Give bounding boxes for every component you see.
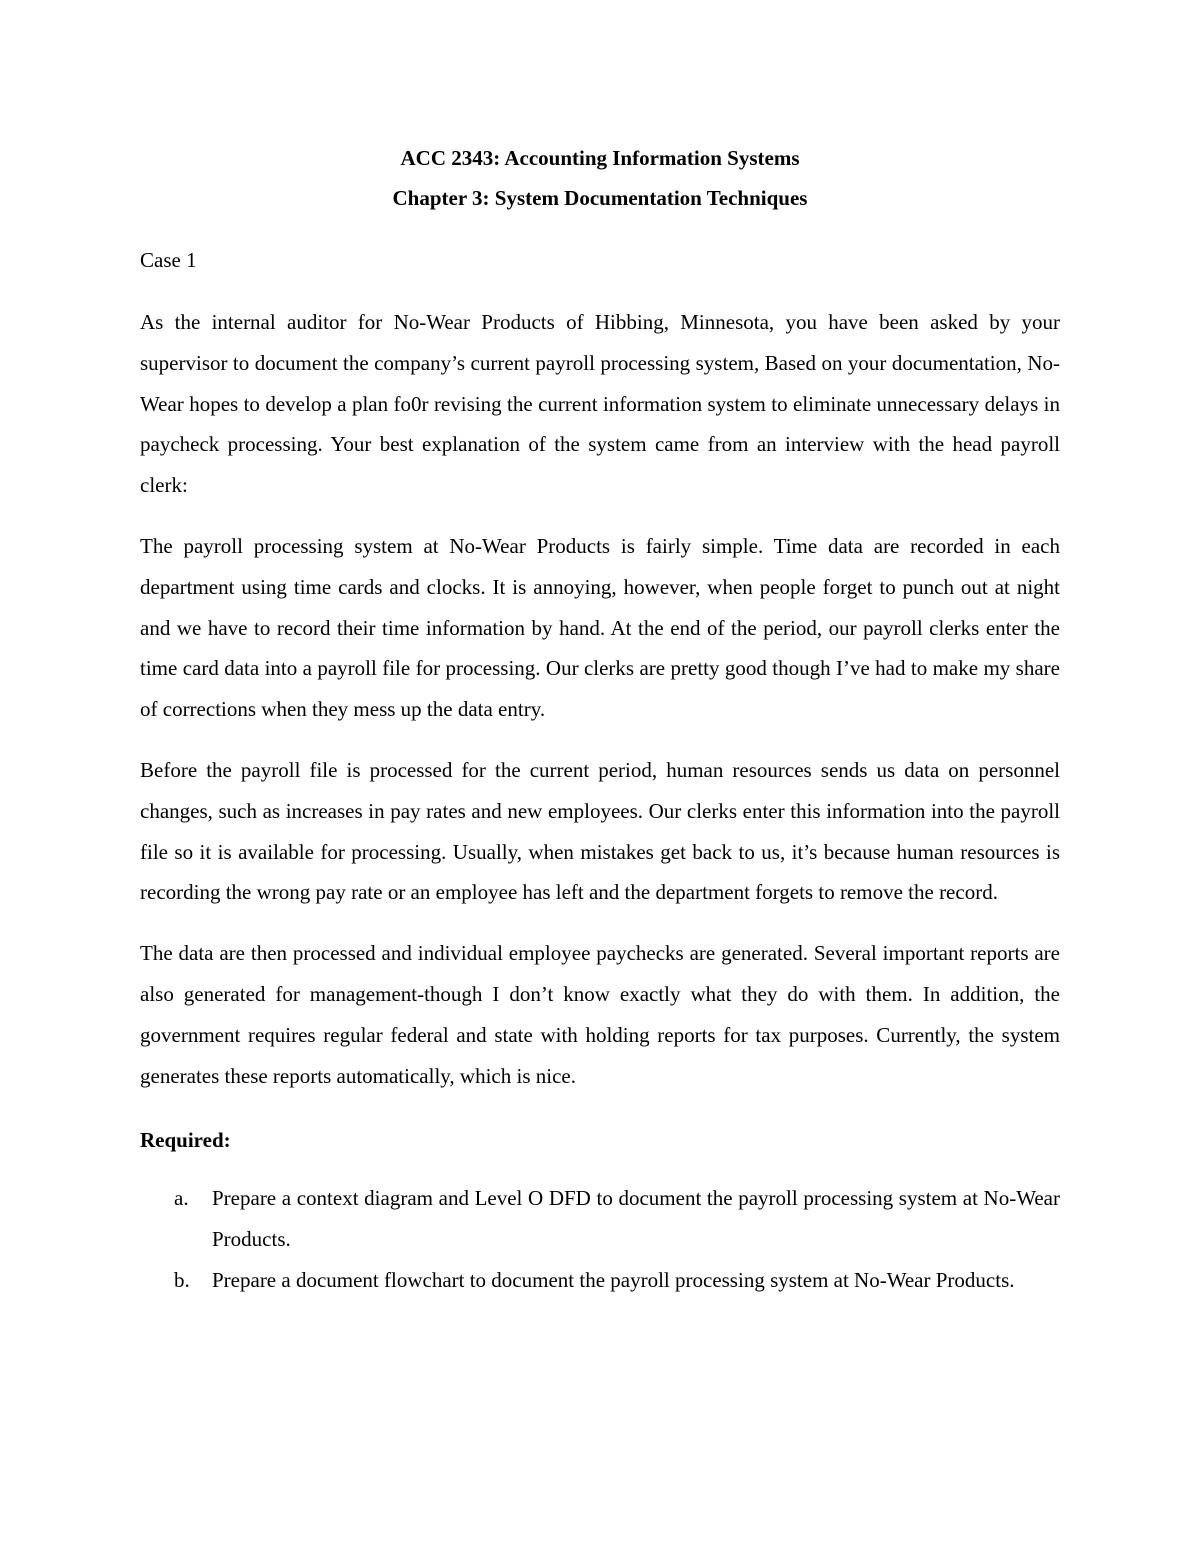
chapter-title: Chapter 3: System Documentation Techniques — [392, 186, 808, 210]
case-intro-paragraph: As the internal auditor for No-Wear Products of Hibbing, Minnesota, you have been asked by your supervisor to document the company’s current payroll processing system, Based on your documentation, No-Wear hopes to develop a plan fo0r revising the current information system to eliminate unnecessary delays in paycheck processing. Your best explanation of the system came from an interview with the head payroll clerk: — [140, 310, 1060, 498]
required-task-list — [140, 1178, 1060, 1300]
clerk-statement-paragraph-3: The data are then processed and individual employee paychecks are generated. Several important reports are also generated for management-though I don’t know exactly what they do with them. In addition, the government requires regular federal and state with holding reports for tax purposes. Currently, the system generates these reports automatically, which is nice. — [140, 941, 1060, 1088]
task-marker: a. — [174, 1186, 189, 1211]
task-text: Prepare a document flowchart to document the payroll processing system at No-Wear Products. — [212, 1267, 1015, 1292]
case-label: Case 1 — [140, 248, 197, 272]
task-marker: b. — [174, 1267, 190, 1292]
required-heading: Required: — [140, 1128, 231, 1153]
task-text: Prepare a context diagram and Level O DFD to document the payroll processing system at No-Wear Products. — [212, 1186, 1060, 1252]
course-title: ACC 2343: Accounting Information Systems — [400, 146, 800, 170]
required-task-item — [140, 1178, 1060, 1260]
clerk-statement-paragraph-2: Before the payroll file is processed for the current period, human resources sends us data on personnel changes, such as increases in pay rates and new employees. Our clerks enter this information into the payroll file so it is available for processing. Usually, when mistakes get back to us, it’s because human resources is recording the wrong pay rate or an employee has left and the department forgets to remove the record. — [140, 757, 1060, 905]
required-task-item — [140, 1260, 1060, 1301]
document-content — [140, 138, 1060, 1301]
clerk-statement-paragraph-1: The payroll processing system at No-Wear Products is fairly simple. Time data are recorded in each department using time cards and clocks. It is annoying, however, when people forget to punch out at night and we have to record their time information by hand. At the end of the period, our payroll clerks enter the time card data into a payroll file for processing. Our clerks are pretty good though I’ve had to make my share of corrections when they mess up the data entry. — [140, 533, 1060, 722]
